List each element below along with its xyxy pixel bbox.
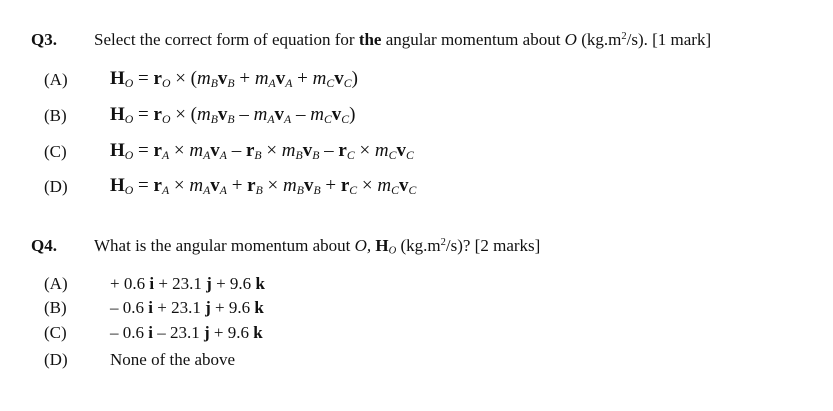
q3-option-b-equation: $H_O = r_O \times (m_Bv_B - m_Av_A - m_Cv_C)$ — [110, 104, 356, 126]
q4-option-a-label: (A) — [44, 274, 68, 293]
q3-option-b-label: (B) — [44, 106, 67, 125]
q3-option-a-equation: $H_O = r_O \times (m_Bv_B + m_Av_A + m_Cv_C)$ — [110, 68, 358, 90]
question-3-number: Q3. — [31, 30, 57, 49]
q3-option-a-label: (A) — [44, 70, 68, 89]
q4-option-d-answer: None of the above — [110, 350, 236, 369]
q3-option-c-equation: $H_O = r_A \times m_Av_A - r_B \times m_Bv_B - r_C \times m_Cv_C$ — [110, 140, 414, 162]
question-4-prompt: What is the angular momentum about O, $H_O$ $(kg.m^2/s)$? [2 marks] — [94, 236, 541, 257]
question-3-prompt: Select the correct form of equation for the angular momentum about O $(kg.m^2/s)$. [1 mark] — [94, 30, 712, 49]
q4-option-c-answer: – 0.6 i – 23.1 j + 9.6 k — [110, 323, 263, 342]
q4-option-d-label: (D) — [44, 350, 68, 369]
q4-option-c-label: (C) — [44, 323, 67, 342]
q4-option-a-answer: + 0.6 i + 23.1 j + 9.6 k — [110, 274, 265, 293]
q3-option-d-label: (D) — [44, 177, 68, 196]
question-4-number: Q4. — [31, 236, 57, 255]
q3-option-c-label: (C) — [44, 142, 67, 161]
q4-option-b-label: (B) — [44, 298, 67, 317]
q3-option-d-equation: $H_O = r_A \times m_Av_A + r_B \times m_Bv_B + r_C \times m_Cv_C$ — [110, 175, 417, 197]
q4-option-b-answer: – 0.6 i + 23.1 j + 9.6 k — [110, 298, 264, 317]
